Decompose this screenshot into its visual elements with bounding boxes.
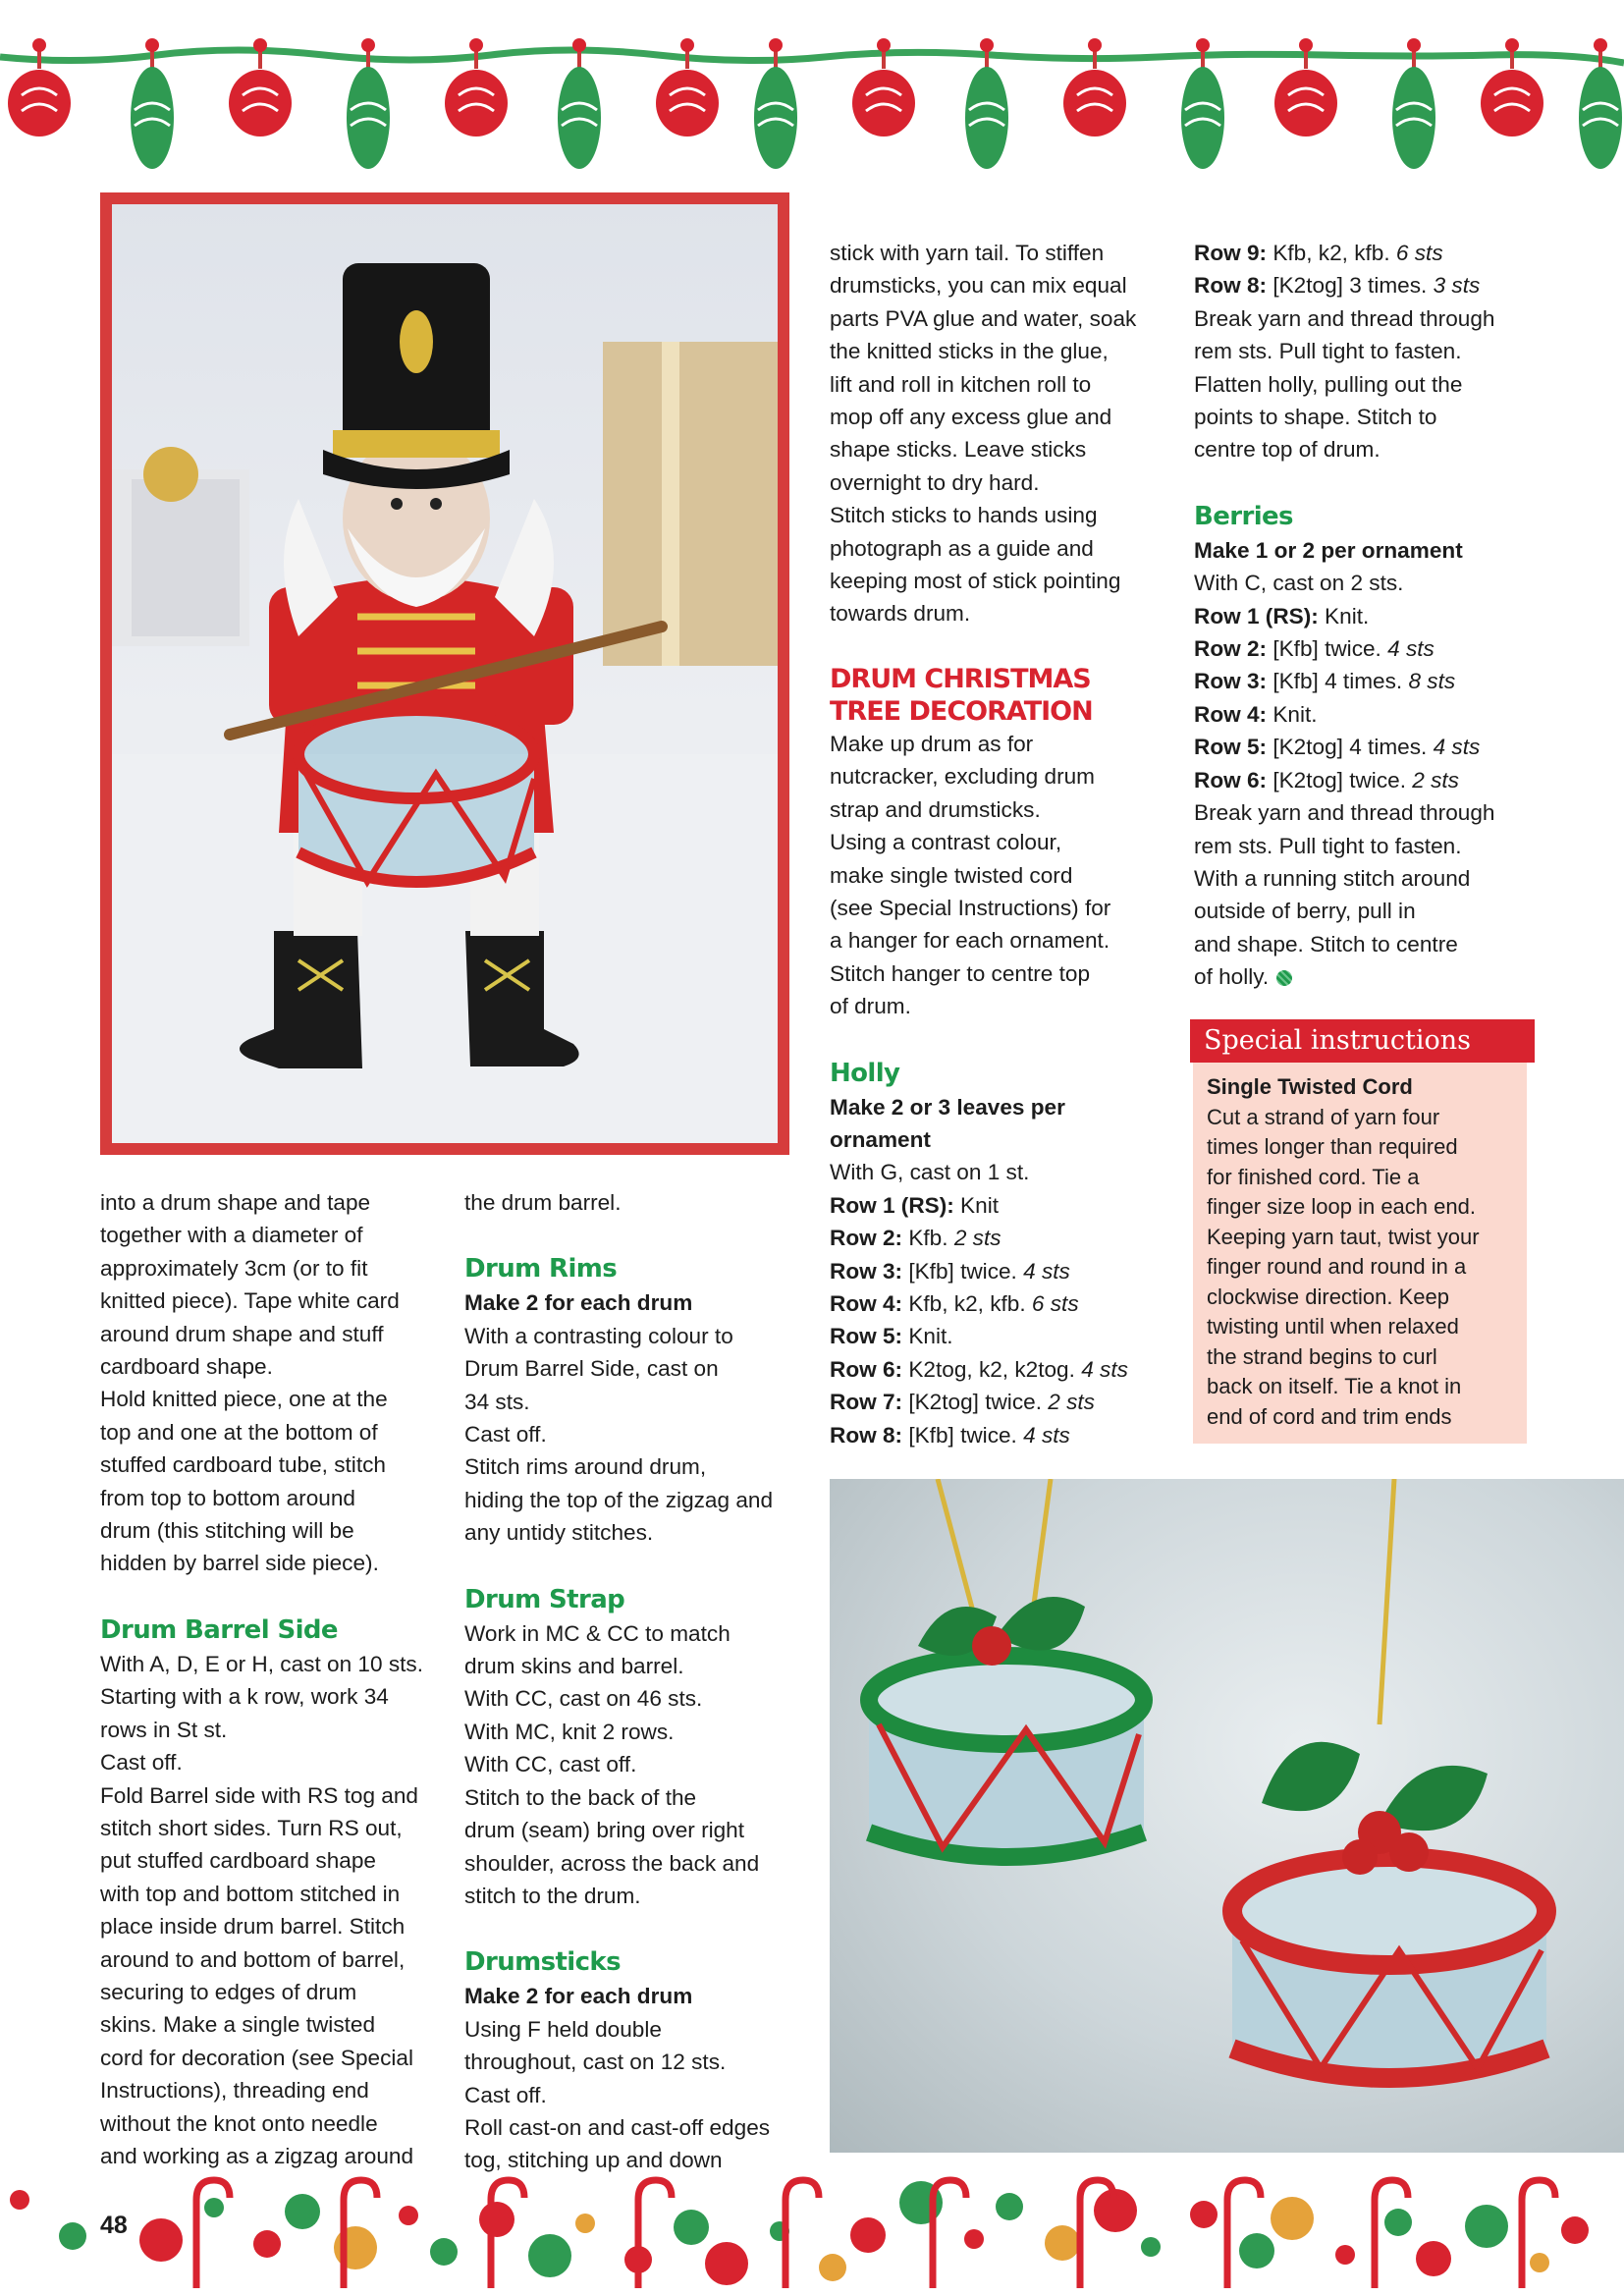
footer-ornament-icon bbox=[850, 2217, 886, 2253]
footer-ornament-icon bbox=[479, 2202, 514, 2237]
holly-row: Row 9: Kfb, k2, kfb. 6 sts bbox=[1194, 241, 1443, 265]
bauble-icon bbox=[8, 38, 71, 137]
holly-row: Row 8: [K2tog] 3 times. 3 sts bbox=[1194, 273, 1481, 299]
footer-ornament-icon bbox=[1190, 2201, 1218, 2228]
bauble-icon bbox=[558, 38, 601, 169]
candy-cane-icon bbox=[785, 2180, 819, 2288]
holly-row: Row 1 (RS): Knit bbox=[830, 1192, 999, 1218]
footer-ornament-icon bbox=[10, 2190, 29, 2210]
drum-christmas-tree-decoration-heading: DRUM CHRISTMAS TREE DECORATION bbox=[830, 663, 1093, 727]
column-1 bbox=[100, 1186, 444, 2172]
holly-row: Row 3: [Kfb] twice. 4 sts bbox=[830, 1258, 1070, 1284]
footer-ornament-icon bbox=[1271, 2197, 1314, 2240]
footer-ornament-icon bbox=[399, 2206, 418, 2225]
holly-row: Row 6: K2tog, k2, k2tog. 4 sts bbox=[830, 1356, 1128, 1382]
holly-row: Row 4: Kfb, k2, kfb. 6 sts bbox=[830, 1290, 1079, 1316]
holly-make: Make 2 or 3 leaves per ornament bbox=[830, 1094, 1065, 1152]
footer-ornament-icon bbox=[1335, 2245, 1355, 2265]
special-instructions-body bbox=[1193, 1063, 1527, 1444]
col3-paragraph-2: Make up drum as for nutcracker, excluding drum strap and drumsticks. Using a contrast colour, make single twisted cord (see Special Instructions) for a hanger for each ornament. Stitch hanger to centre top of drum. bbox=[830, 731, 1111, 1019]
col4-paragraph-1: Break yarn and thread through rem sts. Pull tight to fasten. Flatten holly, pulling out the points to shape. Stitch to centre top of drum. bbox=[1194, 305, 1495, 463]
footer-ornament-icon bbox=[139, 2218, 183, 2262]
drum-ornaments-photo-icon bbox=[830, 1479, 1624, 2153]
col1-paragraph-4: Fold Barrel side with RS tog and stitch short sides. Turn RS out, put stuffed cardboard shape with top and bottom stitched in place inside drum barrel. Stitch around to and bottom of barrel, securing to edges of drum skins. Make a single twisted cord for decoration (see Special Instructions), threading end without the knot onto needle and working as a zigzag around bbox=[100, 1782, 419, 2168]
berries-make: Make 1 or 2 per ornament bbox=[1194, 537, 1463, 563]
footer-ornament-icon bbox=[705, 2242, 748, 2285]
footer-ornament-icon bbox=[674, 2210, 709, 2245]
holly-row: Row 7: [K2tog] twice. 2 sts bbox=[830, 1390, 1095, 1415]
berry-row: Row 1 (RS): Knit. bbox=[1194, 603, 1370, 629]
drum-strap-heading: Drum Strap bbox=[464, 1584, 625, 1614]
footer-ornament-icon bbox=[253, 2230, 281, 2258]
yarn-ball-icon bbox=[1276, 970, 1292, 986]
col1-paragraph-3: With A, D, E or H, cast on 10 sts. Starting with a k row, work 34 rows in St st. Cast off. bbox=[100, 1651, 423, 1776]
special-instructions-subtitle: Single Twisted Cord bbox=[1207, 1074, 1413, 1099]
footer-ornament-icon bbox=[59, 2222, 86, 2250]
drum-barrel-side-heading: Drum Barrel Side bbox=[100, 1614, 338, 1645]
column-2 bbox=[464, 1186, 808, 2177]
holly-rows bbox=[830, 1189, 1173, 1451]
footer-ornament-icon bbox=[1416, 2241, 1451, 2276]
holly-heading: Holly bbox=[830, 1058, 900, 1088]
footer-ornament-icon bbox=[1384, 2209, 1412, 2236]
drum-ornaments-photo bbox=[830, 1479, 1624, 2153]
berry-row: Row 3: [Kfb] 4 times. 8 sts bbox=[1194, 669, 1456, 694]
footer-ornament-icon bbox=[1141, 2237, 1161, 2257]
nutcracker-photo bbox=[100, 192, 789, 1155]
drum-rims-heading: Drum Rims bbox=[464, 1254, 618, 1285]
bauble-icon bbox=[1063, 38, 1126, 137]
footer-ornament-icon bbox=[1465, 2205, 1508, 2248]
drumsticks-make: Make 2 for each drum bbox=[464, 1984, 693, 2009]
col1-paragraph-1: into a drum shape and tape together with a diameter of approximately 3cm (or to fit knitted piece). Tape white card around drum shape and stuff cardboard shape. bbox=[100, 1190, 400, 1380]
christmas-bauble-garland-icon bbox=[0, 0, 1624, 187]
holly-row: Row 5: Knit. bbox=[830, 1324, 953, 1349]
berry-row: Row 5: [K2tog] 4 times. 4 sts bbox=[1194, 735, 1481, 760]
col4-paragraph-2: Break yarn and thread through rem sts. Pull tight to fasten. With a running stitch around outside of berry, pull in and shape. Stitch to centre of holly. bbox=[1194, 800, 1495, 990]
drumsticks-text: Using F held double throughout, cast on 12 sts. Cast off. Roll cast-on and cast-off edges tog, stitching up and down bbox=[464, 2016, 771, 2173]
drum-strap-text: Work in MC & CC to match drum skins and barrel. With CC, cast on 46 sts. With MC, knit 2 rows. With CC, cast off. Stitch to the back of the drum (seam) bring over right shoulder, across the back and stitch to the drum. bbox=[464, 1620, 760, 1908]
footer-ornament-icon bbox=[285, 2194, 320, 2229]
drum-rims-make: Make 2 for each drum bbox=[464, 1290, 693, 1316]
christmas-pattern-border-icon bbox=[0, 2160, 1624, 2296]
berries-cast-on: With C, cast on 2 sts. bbox=[1194, 571, 1404, 596]
col1-paragraph-2: Hold knitted piece, one at the top and one at the bottom of stuffed cardboard tube, stitch from top to bottom around drum (this stitching will be hidden by barrel side piece). bbox=[100, 1387, 388, 1576]
footer-ornament-icon bbox=[1045, 2225, 1080, 2261]
footer-ornament-icon bbox=[575, 2214, 595, 2233]
special-instructions-text: Cut a strand of yarn four times longer than required for finished cord. Tie a finger size loop in each end. Keeping yarn taut, twist your finger round and round in a clockwise direction. Keep twisting until when relaxed the strand begins to curl back on itself. Tie a knot in end of cord and trim ends bbox=[1207, 1104, 1480, 1429]
footer-ornament-icon bbox=[204, 2198, 224, 2217]
footer-ornament-icon bbox=[1239, 2233, 1274, 2269]
holly-row: Row 8: [Kfb] twice. 4 sts bbox=[830, 1422, 1070, 1448]
footer-ornament-icon bbox=[1530, 2253, 1549, 2272]
berry-row: Row 2: [Kfb] twice. 4 sts bbox=[1194, 636, 1435, 662]
nutcracker-photo-icon bbox=[112, 204, 778, 1143]
berries-heading: Berries bbox=[1194, 501, 1293, 531]
footer-ornament-icon bbox=[819, 2254, 846, 2281]
berry-row: Row 6: [K2tog] twice. 2 sts bbox=[1194, 767, 1459, 793]
footer-ornament-icon bbox=[996, 2193, 1023, 2220]
holly-cast-on: With G, cast on 1 st. bbox=[830, 1160, 1030, 1185]
holly-row: Row 2: Kfb. 2 sts bbox=[830, 1226, 1001, 1251]
berry-row: Row 4: Knit. bbox=[1194, 701, 1318, 727]
footer-ornament-icon bbox=[1561, 2216, 1589, 2244]
column-4 bbox=[1194, 237, 1538, 994]
col3-paragraph-1: stick with yarn tail. To stiffen drumsticks, you can mix equal parts PVA glue and water, soak the knitted sticks in the glue, lift and roll in kitchen roll to mop off any excess glue and shape sticks. Leave sticks overnight to dry hard. Stitch sticks to hands using photograph as a guide and keeping most of stick pointing towards drum. bbox=[830, 241, 1137, 627]
special-instructions-box bbox=[1190, 1019, 1535, 1444]
drumsticks-heading: Drumsticks bbox=[464, 1947, 622, 1978]
col2-paragraph-1: the drum barrel. bbox=[464, 1190, 622, 1215]
footer-ornament-icon bbox=[430, 2238, 458, 2266]
footer-ornament-icon bbox=[964, 2229, 984, 2249]
column-3 bbox=[830, 237, 1173, 1451]
page-number: 48 bbox=[100, 2212, 128, 2239]
drum-rims-text: With a contrasting colour to Drum Barrel Side, cast on 34 sts. Cast off. Stitch rims around drum, hiding the top of the zigzag and any untidy stitches. bbox=[464, 1323, 774, 1546]
footer-ornament-icon bbox=[528, 2234, 571, 2277]
candy-cane-icon bbox=[196, 2180, 230, 2288]
special-instructions-title: Special instructions bbox=[1190, 1019, 1535, 1063]
